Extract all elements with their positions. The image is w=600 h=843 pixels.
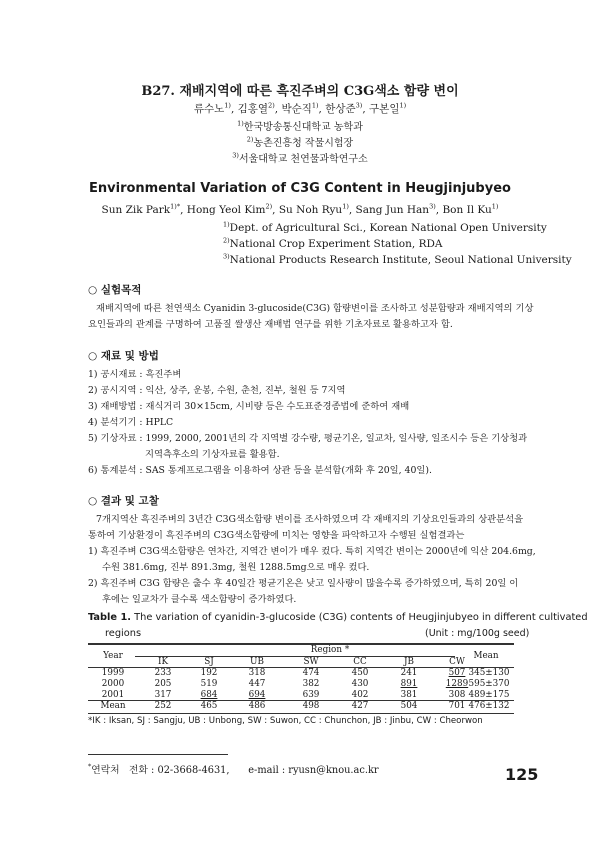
en-affiliation: $^{3)}$National Products Research Institute, Seoul National University xyxy=(223,252,572,266)
table-cell: 241 xyxy=(400,668,418,678)
table-row-year: 2001 xyxy=(101,690,125,700)
section-heading-purpose: ○ 실험목적 xyxy=(88,284,142,296)
ko-affiliation: $^{2)}$농촌진흥청 작물시험장 xyxy=(246,135,354,149)
results-line: 1) 흑진주벼 C3G색소함량은 연차간, 지역간 변이가 매우 컸다. 특히 지역간 변이는 2000년에 익산 204.6mg, xyxy=(88,546,536,557)
english-title: Environmental Variation of C3G Content in Heugjinjubyeo xyxy=(89,181,511,196)
table-cell: 382 xyxy=(302,679,320,689)
table-row-year: 2000 xyxy=(101,679,125,689)
table-cell: 252 xyxy=(154,701,172,711)
ko-author: 박순직 xyxy=(281,103,312,115)
table-row-year: 1999 xyxy=(101,668,125,678)
ko-author: 김홍열 xyxy=(237,103,269,115)
method-item: 지역측후소의 기상자료를 활용함. xyxy=(145,449,280,460)
method-item: 4) 분석기기 : HPLC xyxy=(88,417,174,428)
results-line: 2) 흑진주벼 C3G 함량은 출수 후 40일간 평균기온은 낮고 일사량이 많을수록 증가하였으며, 특히 20일 이 xyxy=(88,578,519,589)
ko-affiliation: $^{1)}$한국방송통신대학교 농학과 xyxy=(237,119,363,133)
ko-author: 구본일 xyxy=(369,103,400,115)
table-cell: 381 xyxy=(400,690,418,700)
purpose-line: 요인들과의 관계를 구명하여 고품질 쌀생산 재배법 연구를 위한 기초자료로 활용하고자 함. xyxy=(88,319,453,330)
table-cell: 891 xyxy=(400,679,418,689)
korean-title: B27. 재배지역에 따른 흑진주벼의 C3G색소 함량 변이 xyxy=(141,84,459,99)
ko-author-mark: 3) xyxy=(355,101,363,110)
table-region-header-sw: SW xyxy=(303,657,319,667)
table-cell: 519 xyxy=(200,679,218,689)
table-cell: 318 xyxy=(248,668,266,678)
table-caption: Table 1. The variation of cyanidin-3-glucoside (C3G) contents of Heugjinjubyeo in different cultivated xyxy=(88,612,588,623)
table-cell: 486 xyxy=(248,701,266,711)
table-cell: 474 xyxy=(302,668,320,678)
table-cell: 498 xyxy=(302,701,320,711)
page-number: 125 xyxy=(505,765,539,784)
section-heading-methods: ○ 재료 및 방법 xyxy=(88,350,159,362)
table-cell: 427 xyxy=(351,701,369,711)
method-item: 6) 통계분석 : SAS 통계프로그램을 이용하여 상관 등을 분석함(개화 후 20일, 40일). xyxy=(88,465,432,476)
method-item: 5) 기상자료 : 1999, 2000, 2001년의 각 지역별 강수량, 평균기온, 일교차, 일사량, 일조시수 등은 기상청과 xyxy=(88,433,528,444)
table-cell: 684 xyxy=(200,690,218,700)
table-cell-mean: 595±370 xyxy=(468,679,510,689)
table-header-mean: Mean xyxy=(473,651,499,661)
purpose-line: 재배지역에 따른 천연색소 Cyanidin 3-glucoside(C3G) 함량변이를 조사하고 성분함량과 재배지역의 기상 xyxy=(96,303,534,314)
table-row-year: Mean xyxy=(100,701,126,711)
table-header-year: Year xyxy=(103,651,123,661)
table-cell: 233 xyxy=(154,668,172,678)
table-footnote: *IK : Iksan, SJ : Sangju, UB : Unbong, SW : Suwon, CC : Chunchon, JB : Jinbu, CW : Cheorwon xyxy=(88,716,483,726)
table-region-header-ub: UB xyxy=(250,657,264,667)
table-cell: 701 xyxy=(448,701,466,711)
table-region-header-jb: JB xyxy=(404,657,414,667)
en-affiliation: $^{2)}$National Crop Experiment Station, RDA xyxy=(223,236,443,250)
method-item: 1) 공시재료 : 흑진주벼 xyxy=(88,369,182,380)
table-cell: 465 xyxy=(200,701,218,711)
results-line: 통하여 기상환경이 흑진주벼의 C3G색소함량에 미치는 영향을 파악하고자 수행된 실험결과는 xyxy=(88,530,465,541)
table-rule-bottom xyxy=(88,713,514,714)
footnote-divider xyxy=(88,754,228,755)
ko-author: 류수노 xyxy=(193,103,225,115)
table-cell: 694 xyxy=(248,690,266,700)
table-cell-mean: 345±130 xyxy=(468,668,510,678)
ko-author-mark: 1) xyxy=(399,101,407,110)
ko-author-mark: 2) xyxy=(268,101,275,110)
table-region-header-cc: CC xyxy=(353,657,367,667)
table-cell: 504 xyxy=(400,701,418,711)
table-cell: 1289 xyxy=(445,679,469,689)
contact-info: *연락처 전화 : 02-3668-4631, e-mail : ryusn@knou.ac.kr xyxy=(88,762,379,776)
results-line: 7개지역산 흑진주벼의 3년간 C3G색소함량 변이를 조사하였으며 각 재배지의 기상요인들과의 상관분석을 xyxy=(96,514,524,525)
table-region-header-sj: SJ xyxy=(204,657,214,667)
english-authors: Sun Zik Park$^{1)*}$, Hong Yeol Kim$^{2)}$, Su Noh Ryu$^{1)}$, Sang Jun Han$^{3)}$, Bon Il Ku$^{1)}$ xyxy=(101,202,499,216)
table-cell: 447 xyxy=(248,679,266,689)
table-cell: 430 xyxy=(351,679,369,689)
results-line: 수원 381.6mg, 진부 891.3mg, 철원 1288.5mg으로 매우 컸다. xyxy=(102,562,370,573)
table-cell: 639 xyxy=(302,690,320,700)
table-header-region: Region * xyxy=(310,645,350,655)
table-region-header-ik: IK xyxy=(157,657,169,667)
table-cell-mean: 489±175 xyxy=(468,690,510,700)
table-cell-mean: 476±132 xyxy=(468,701,510,711)
email-link[interactable]: ryusn@knou.ac.kr xyxy=(288,765,379,776)
table-cell: 450 xyxy=(351,668,369,678)
table-region-header-cw: CW xyxy=(449,657,465,667)
section-heading-results: ○ 결과 및 고찰 xyxy=(88,495,159,507)
method-item: 3) 재배방법 : 재식거리 30×15cm, 시비량 등은 수도표준경종법에 준하여 재배 xyxy=(88,401,410,412)
table-cell: 317 xyxy=(154,690,172,700)
ko-author-mark: 1) xyxy=(224,101,231,110)
results-line: 후에는 일교차가 클수록 색소함량이 증가하였다. xyxy=(102,594,297,605)
table-cell: 205 xyxy=(154,679,172,689)
ko-affiliation: $^{3)}$서울대학교 천연물과학연구소 xyxy=(232,151,368,165)
method-item: 2) 공시지역 : 익산, 상주, 운봉, 수원, 춘천, 진부, 철원 등 7지역 xyxy=(88,385,346,396)
ko-author-mark: 1) xyxy=(311,101,319,110)
table-cell: 402 xyxy=(351,690,369,700)
table-cell: 507 xyxy=(448,668,466,678)
ko-author: 한상준 xyxy=(325,103,356,115)
table-unit: (Unit : mg/100g seed) xyxy=(425,628,530,639)
table-cell: 192 xyxy=(200,668,218,678)
en-affiliation: $^{1)}$Dept. of Agricultural Sci., Korean National Open University xyxy=(223,220,547,234)
korean-authors: 류수노$^{1)}$, 김홍열$^{2)}$, 박순직$^{1)}$, 한상준$^{3)}$, 구본일$^{1)}$ xyxy=(193,101,407,115)
table-caption-cont: regions xyxy=(105,628,142,639)
table-cell: 308 xyxy=(448,690,466,700)
table-rule-mean xyxy=(88,700,514,701)
